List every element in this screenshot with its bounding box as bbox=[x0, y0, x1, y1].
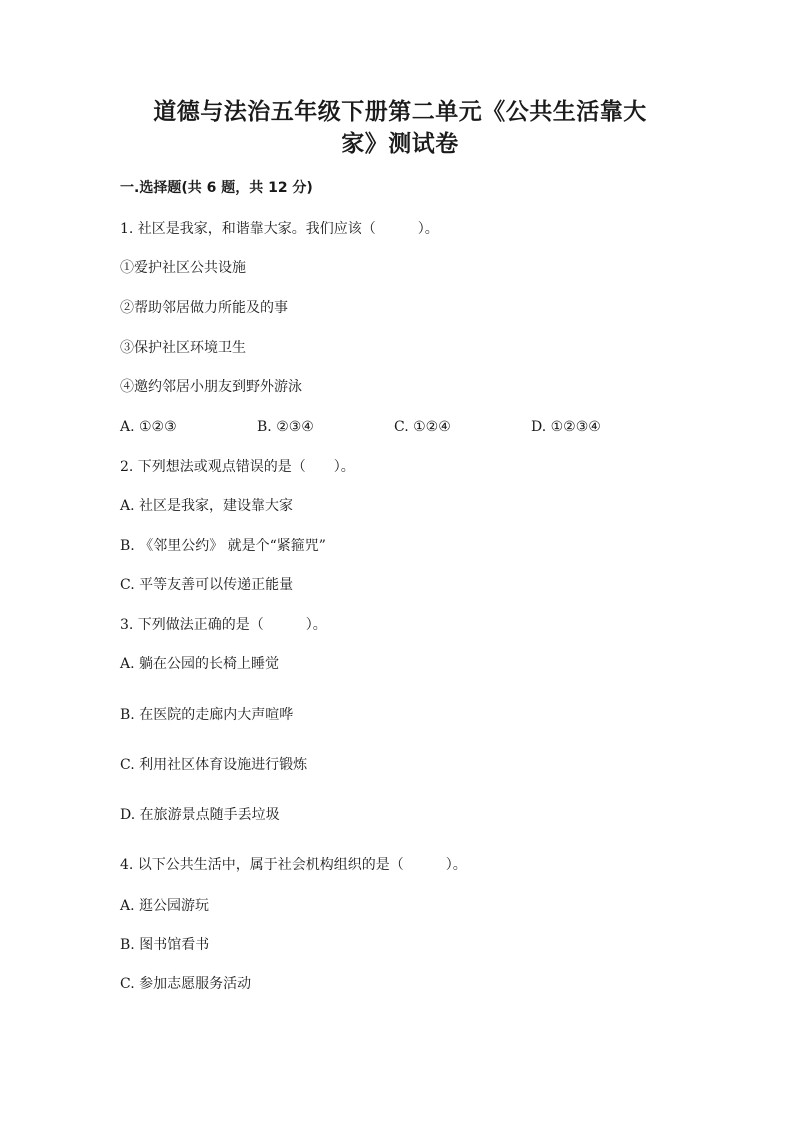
question-2-option-a: A. 社区是我家，建设靠大家 bbox=[120, 498, 294, 514]
question-4-stem: 4. 以下公共生活中，属于社会机构组织的是（ ）。 bbox=[120, 857, 467, 873]
question-1-statement-3: ③保护社区环境卫生 bbox=[120, 340, 246, 356]
question-3-stem: 3. 下列做法正确的是（ ）。 bbox=[120, 617, 327, 633]
question-2-option-b: B. 《邻里公约》 就是个“紧箍咒” bbox=[120, 538, 326, 554]
question-1-statement-4: ④邀约邻居小朋友到野外游泳 bbox=[120, 379, 302, 395]
question-3-option-b: B. 在医院的走廊内大声喧哗 bbox=[120, 707, 294, 723]
question-2-option-c: C. 平等友善可以传递正能量 bbox=[120, 577, 294, 593]
question-1-statement-2: ②帮助邻居做力所能及的事 bbox=[120, 300, 288, 316]
question-4-option-b: B. 图书馆看书 bbox=[120, 937, 210, 953]
question-1-option-d: D. ①②③④ bbox=[531, 419, 601, 435]
title-line-1: 道德与法治五年级下册第二单元《公共生活靠大 bbox=[153, 99, 647, 125]
document-title bbox=[110, 96, 690, 160]
question-1-statement-1: ①爱护社区公共设施 bbox=[120, 260, 246, 276]
question-1-stem: 1. 社区是我家，和谐靠大家。我们应该（ ）。 bbox=[120, 221, 439, 237]
question-1-option-b: B. ②③④ bbox=[257, 419, 314, 435]
section-heading: 一.选择题(共 6 题，共 12 分) bbox=[120, 180, 313, 196]
question-2-stem: 2. 下列想法或观点错误的是（ ）。 bbox=[120, 459, 355, 475]
question-4-option-c: C. 参加志愿服务活动 bbox=[120, 976, 252, 992]
question-1-option-c: C. ①②④ bbox=[394, 419, 451, 435]
question-3-option-a: A. 躺在公园的长椅上睡觉 bbox=[120, 656, 280, 672]
question-1-option-a: A. ①②③ bbox=[120, 419, 177, 435]
question-3-option-c: C. 利用社区体育设施进行锻炼 bbox=[120, 757, 308, 773]
question-4-option-a: A. 逛公园游玩 bbox=[120, 898, 210, 914]
title-line-2: 家》测试卷 bbox=[341, 131, 459, 157]
question-3-option-d: D. 在旅游景点随手丢垃圾 bbox=[120, 807, 280, 823]
